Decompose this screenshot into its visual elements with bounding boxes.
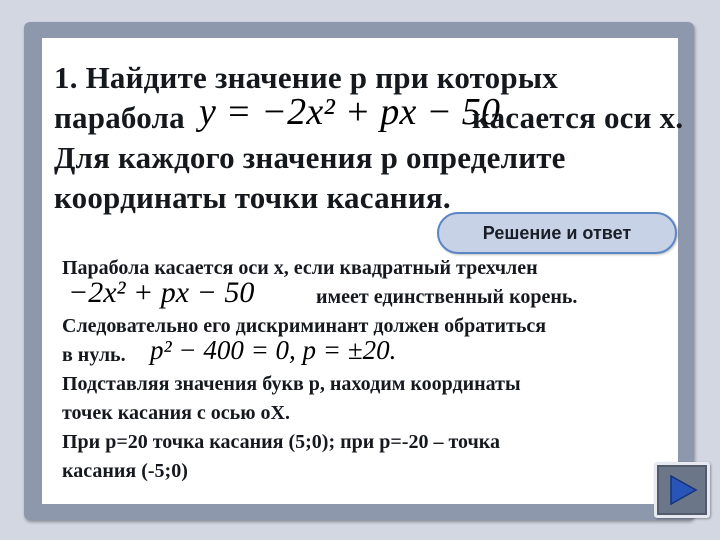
solution-answer-button[interactable]: Решение и ответ bbox=[437, 212, 677, 254]
play-right-icon bbox=[665, 473, 699, 507]
solution-line-6: точек касания с осью оХ. bbox=[62, 402, 290, 424]
solution-line-4-prefix: в нуль. bbox=[62, 344, 126, 366]
question-line-2 bbox=[54, 91, 684, 138]
question-block bbox=[54, 58, 684, 218]
solution-line-7: При р=20 точка касания (5;0); при р=-20 – точка bbox=[62, 431, 501, 453]
trinomial-formula: −2x² + px − 50 bbox=[68, 276, 255, 309]
solution-line-8: касания (-5;0) bbox=[62, 460, 188, 482]
discriminant-formula: p² − 400 = 0, p = ±20. bbox=[150, 335, 397, 365]
parabola-formula: y = −2x² + px − 50 bbox=[199, 91, 501, 133]
solution-block bbox=[62, 254, 682, 486]
solution-line-2-suffix: имеет единственный корень. bbox=[316, 286, 578, 308]
question-line-2-suffix: касается оси х. bbox=[472, 100, 684, 135]
next-slide-button[interactable] bbox=[654, 462, 710, 518]
solution-line-3: Следовательно его дискриминант должен обратиться bbox=[62, 315, 547, 337]
question-line-1: 1. Найдите значение р при которых bbox=[54, 60, 558, 95]
question-line-4: координаты точки касания. bbox=[54, 180, 451, 215]
solution-line-2 bbox=[62, 276, 682, 312]
solution-line-5: Подставляя значения букв р, находим координаты bbox=[62, 373, 521, 395]
solution-line-1: Парабола касается оси х, если квадратный трехчлен bbox=[62, 257, 538, 279]
question-line-3: Для каждого значения р определите bbox=[54, 140, 566, 175]
solution-line-4 bbox=[62, 335, 682, 370]
question-line-2-prefix: парабола bbox=[54, 100, 185, 135]
